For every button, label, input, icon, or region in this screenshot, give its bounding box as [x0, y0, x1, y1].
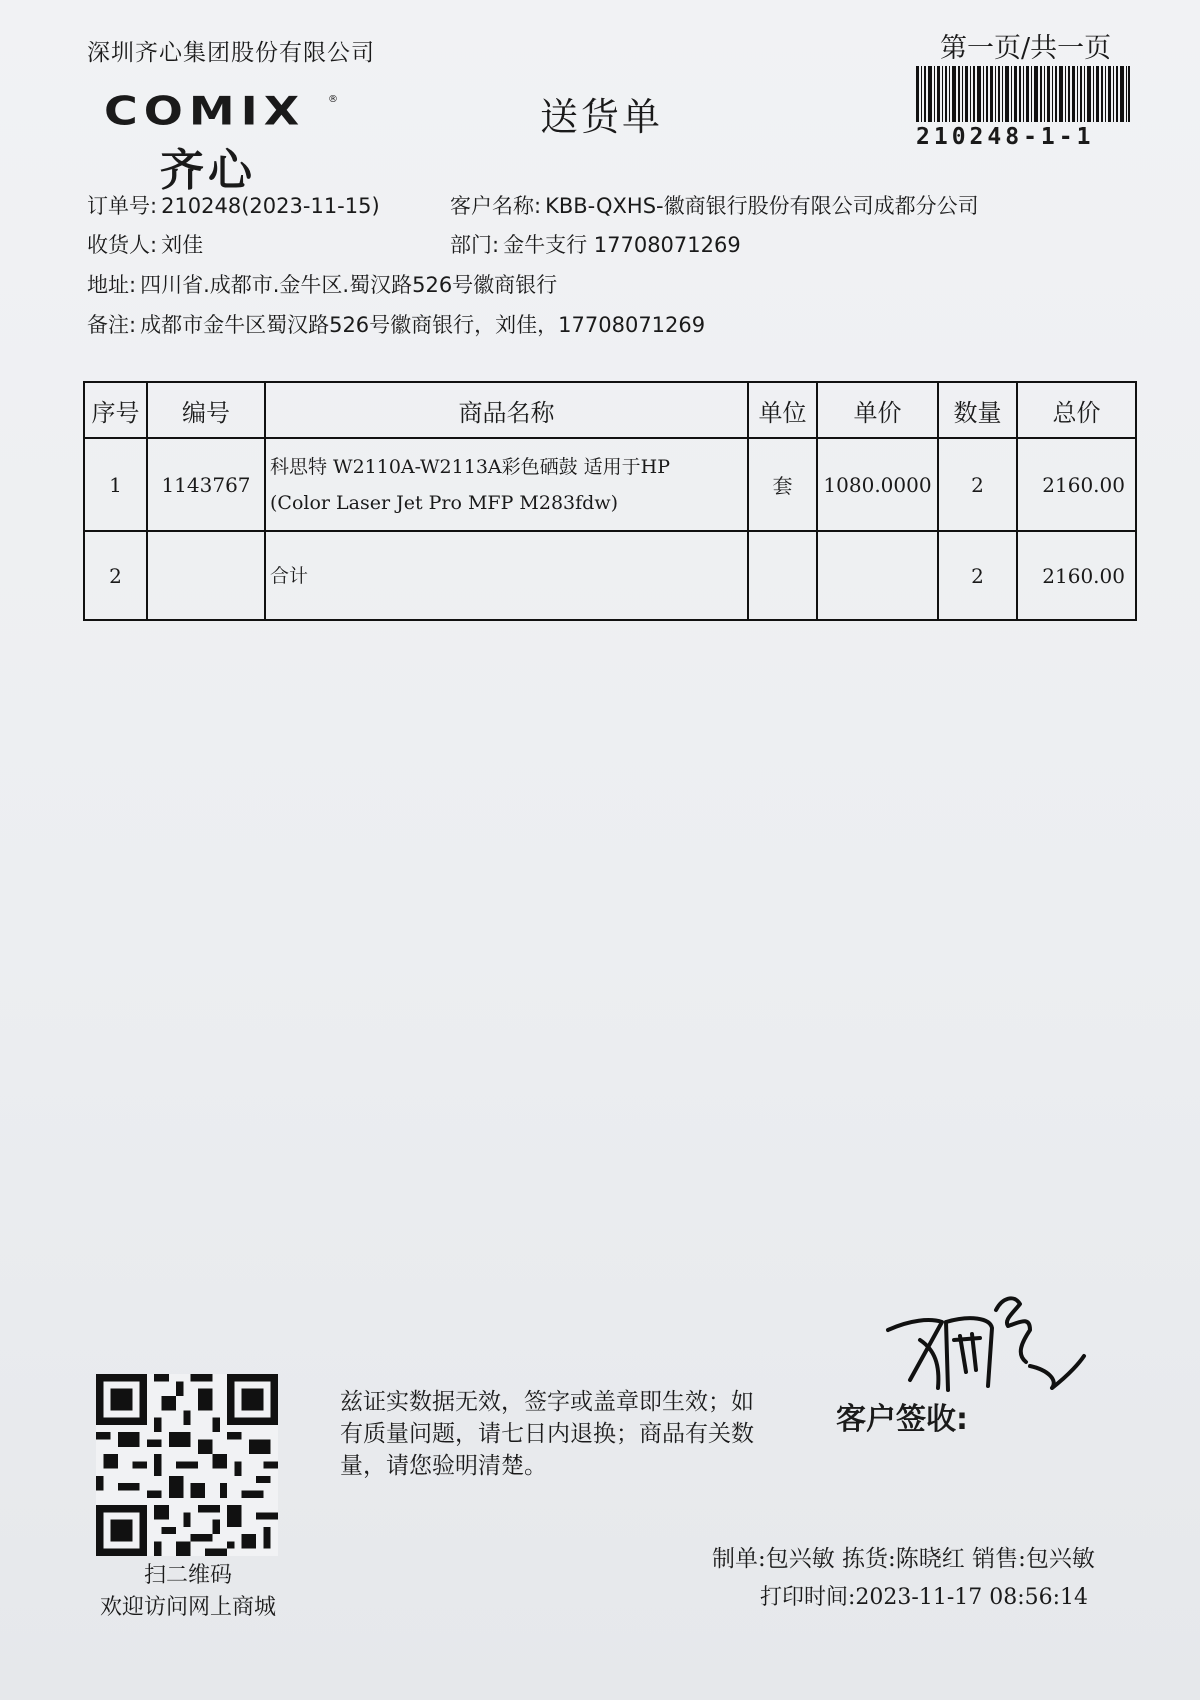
- cell-seq: 1: [84, 438, 147, 531]
- department-field: [450, 229, 741, 259]
- qr-caption: [88, 1560, 288, 1624]
- comix-logo: [104, 88, 344, 196]
- order-number-field: [87, 190, 380, 220]
- column-header-quantity: 数量: [938, 382, 1017, 438]
- column-header-unit-price: 单价: [817, 382, 938, 438]
- cell-code: [147, 531, 265, 620]
- column-header-product-name: 商品名称: [265, 382, 748, 438]
- customer-field: [450, 190, 979, 220]
- cell-unit-price: 1080.0000: [817, 438, 938, 531]
- table-row-subtotal: [84, 531, 1136, 620]
- product-name-line2: (Color Laser Jet Pro MFP M283fdw): [270, 491, 619, 514]
- page-indicator: 第一页/共一页: [940, 33, 1112, 64]
- staff-line: 制单:包兴敏 拣货:陈晓红 销售:包兴敏: [712, 1546, 1095, 1572]
- customer-signature-label: 客户签收:: [836, 1402, 968, 1437]
- qr-code-icon: [96, 1374, 278, 1556]
- qr-caption-line1: 扫二维码: [143, 1563, 232, 1588]
- address-label: 地址:: [87, 273, 137, 297]
- logo-registered-mark: ®: [328, 94, 338, 105]
- address-value: 四川省.成都市.金牛区.蜀汉路526号徽商银行: [140, 273, 558, 297]
- company-name: 深圳齐心集团股份有限公司: [87, 40, 375, 66]
- cell-total: 2160.00: [1017, 438, 1136, 531]
- column-header-seq: 序号: [84, 382, 147, 438]
- column-header-unit: 单位: [748, 382, 817, 438]
- address-field: [87, 269, 557, 299]
- order-number-label: 订单号:: [87, 194, 158, 218]
- remark-field: [87, 309, 705, 339]
- cell-code: 1143767: [147, 438, 265, 531]
- qr-caption-line2: 欢迎访问网上商城: [99, 1595, 276, 1620]
- barcode-icon: [916, 66, 1130, 122]
- cell-product-name: [265, 438, 748, 531]
- remark-value: 成都市金牛区蜀汉路526号徽商银行，刘佳，17708071269: [140, 313, 706, 337]
- department-value: 金牛支行 17708071269: [503, 233, 741, 257]
- logo-wordmark: COMIX: [104, 88, 306, 134]
- document-title: 送货单: [540, 95, 664, 139]
- receiver-label: 收货人:: [87, 233, 158, 257]
- barcode-number: 210248-1-1: [916, 124, 1095, 150]
- cell-unit: [748, 531, 817, 620]
- column-header-total: 总价: [1017, 382, 1136, 438]
- column-header-code: 编号: [147, 382, 265, 438]
- cell-product-name: 合计: [265, 531, 748, 620]
- customer-value: KBB-QXHS-徽商银行股份有限公司成都分公司: [545, 194, 979, 218]
- items-table: [83, 381, 1137, 621]
- cell-quantity: 2: [938, 531, 1017, 620]
- cell-quantity: 2: [938, 438, 1017, 531]
- remark-label: 备注:: [87, 313, 137, 337]
- receiver-value: 刘佳: [161, 233, 204, 257]
- department-label: 部门:: [450, 233, 500, 257]
- logo-chinese-name: 齐心: [160, 145, 256, 196]
- order-number-value: 210248(2023-11-15): [161, 194, 380, 218]
- print-time: 打印时间:2023-11-17 08:56:14: [760, 1585, 1089, 1610]
- cell-total: 2160.00: [1017, 531, 1136, 620]
- cell-unit-price: [817, 531, 938, 620]
- product-name-line1: 科思特 W2110A-W2113A彩色硒鼓 适用于HP: [270, 455, 671, 478]
- cell-unit: 套: [748, 438, 817, 531]
- table-header-row: [84, 382, 1136, 438]
- cell-seq: 2: [84, 531, 147, 620]
- validity-notice: 兹证实数据无效，签字或盖章即生效；如有质量问题，请七日内退换；商品有关数量，请您验明清楚。: [340, 1389, 754, 1479]
- receiver-field: [87, 229, 203, 259]
- customer-label: 客户名称:: [450, 194, 542, 218]
- table-row: [84, 438, 1136, 531]
